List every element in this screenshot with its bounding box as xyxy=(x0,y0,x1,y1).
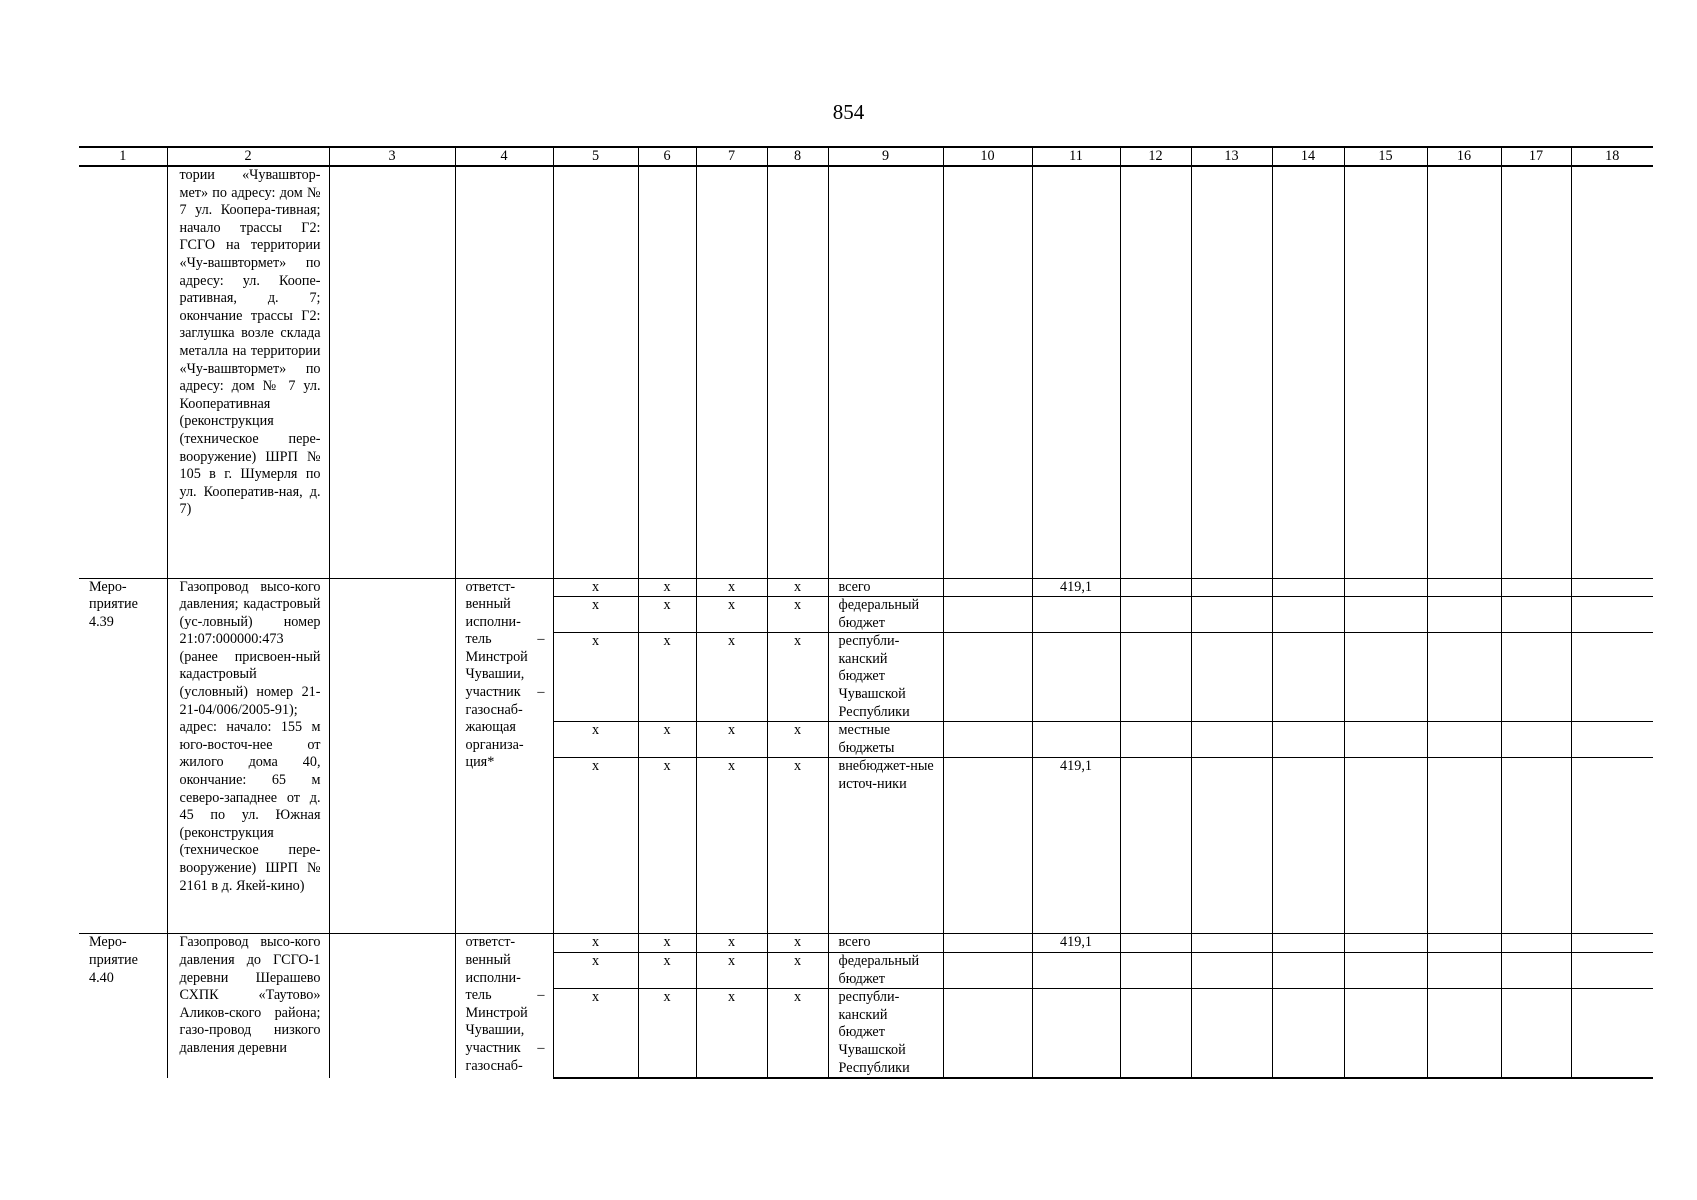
cont-col13 xyxy=(1191,166,1272,578)
cell-col5: х xyxy=(553,578,638,597)
column-number-7: 7 xyxy=(696,147,767,166)
cell-col12 xyxy=(1120,722,1191,758)
cell-col6: х xyxy=(638,934,696,953)
cell-col14 xyxy=(1272,758,1344,934)
cell-col13 xyxy=(1191,989,1272,1078)
cell-col10 xyxy=(943,597,1032,633)
cell-col17 xyxy=(1501,953,1571,989)
cell-col16 xyxy=(1427,633,1501,722)
continuation-description: тории «Чувашвтор-мет» по адресу: дом № 7 ул. Коопера-тивная; начало трассы Г2: ГСГО на территории «Чу-вашвтормет» по адресу: ул. Коопе-ративная, д. 7; окончание трассы Г2: заглушка возле склада металла на территории «Чу-вашвтормет» по адресу: дом № 7 ул. Кооперативная (реконструкция (техническое пере-вооружение) ШРП № 105 в г. Шумерля по ул. Кооператив-ная, д. 7) xyxy=(167,166,329,578)
cont-col17 xyxy=(1501,166,1571,578)
cell-col13 xyxy=(1191,934,1272,953)
column-number-8: 8 xyxy=(767,147,828,166)
cell-col17 xyxy=(1501,934,1571,953)
measure-description: Газопровод высо-кого давления; кадастровый (ус-ловный) номер 21:07:000000:473 (ранее присвоен-ный кадастровый (условный) номер 21-21-04/006/2005-91); адрес: начало: 155 м юго-восточ-нее от жилого дома 40, окончание: 65 м северо-западнее от д. 45 по ул. Южная (реконструкция (техническое пере-вооружение) ШРП № 2161 в д. Якей-кино) xyxy=(167,578,329,934)
cell-col16 xyxy=(1427,989,1501,1078)
cell-col17 xyxy=(1501,722,1571,758)
cell-col6: х xyxy=(638,989,696,1078)
column-number-13: 13 xyxy=(1191,147,1272,166)
cell-col16 xyxy=(1427,758,1501,934)
cont-col7 xyxy=(696,166,767,578)
funding-source: федеральный бюджет xyxy=(828,953,943,989)
cell-col5: х xyxy=(553,989,638,1078)
cell-col17 xyxy=(1501,989,1571,1078)
cell-col15 xyxy=(1344,633,1427,722)
cont-col14 xyxy=(1272,166,1344,578)
cell-col6: х xyxy=(638,758,696,934)
cell-col8: х xyxy=(767,633,828,722)
column-number-10: 10 xyxy=(943,147,1032,166)
cell-col15 xyxy=(1344,758,1427,934)
cell-col11-amount xyxy=(1032,989,1120,1078)
cont-col11 xyxy=(1032,166,1120,578)
cont-col16 xyxy=(1427,166,1501,578)
cell-col15 xyxy=(1344,953,1427,989)
cell-col7: х xyxy=(696,633,767,722)
cell-col11-amount xyxy=(1032,633,1120,722)
cell-col12 xyxy=(1120,953,1191,989)
cell-col14 xyxy=(1272,934,1344,953)
cell-col11-amount: 419,1 xyxy=(1032,934,1120,953)
cell-col5: х xyxy=(553,953,638,989)
column-number-5: 5 xyxy=(553,147,638,166)
measure-description: Газопровод высо-кого давления до ГСГО-1 деревни Шерашево СХПК «Таутово» Аликов-ского района; газо-провод низкого давления деревни xyxy=(167,934,329,1078)
cell-col6: х xyxy=(638,722,696,758)
measure-col3 xyxy=(329,934,455,1078)
cell-col13 xyxy=(1191,578,1272,597)
cell-col15 xyxy=(1344,597,1427,633)
cell-col7: х xyxy=(696,722,767,758)
cell-col11-amount: 419,1 xyxy=(1032,578,1120,597)
cell-col14 xyxy=(1272,989,1344,1078)
cell-col18 xyxy=(1571,633,1653,722)
cell-col18 xyxy=(1571,989,1653,1078)
cont-col8 xyxy=(767,166,828,578)
funding-source: местные бюджеты xyxy=(828,722,943,758)
cell-col16 xyxy=(1427,578,1501,597)
cell-col10 xyxy=(943,934,1032,953)
funding-source: внебюджет-ные источ-ники xyxy=(828,758,943,934)
cell-col10 xyxy=(943,578,1032,597)
cell-col15 xyxy=(1344,722,1427,758)
measure-label: Меро-приятие 4.39 xyxy=(79,578,167,934)
column-number-4: 4 xyxy=(455,147,553,166)
cell-col10 xyxy=(943,758,1032,934)
cell-col7: х xyxy=(696,953,767,989)
cell-col13 xyxy=(1191,633,1272,722)
measure-executor: ответст-венный исполни-тель – Минстрой Чувашии, участник – газоснаб-жающая организа-ция* xyxy=(455,578,553,934)
cell-col17 xyxy=(1501,597,1571,633)
cont-col15 xyxy=(1344,166,1427,578)
cell-col14 xyxy=(1272,633,1344,722)
cell-col18 xyxy=(1571,597,1653,633)
cell-col7: х xyxy=(696,989,767,1078)
cell-col8: х xyxy=(767,953,828,989)
cont-col18 xyxy=(1571,166,1653,578)
column-number-18: 18 xyxy=(1571,147,1653,166)
cell-col8: х xyxy=(767,758,828,934)
cell-col14 xyxy=(1272,722,1344,758)
cell-col11-amount: 419,1 xyxy=(1032,758,1120,934)
cont-col1 xyxy=(79,166,167,578)
cont-col3 xyxy=(329,166,455,578)
cell-col5: х xyxy=(553,633,638,722)
cell-col12 xyxy=(1120,633,1191,722)
cont-col9 xyxy=(828,166,943,578)
cell-col10 xyxy=(943,633,1032,722)
cont-col4 xyxy=(455,166,553,578)
cont-col5 xyxy=(553,166,638,578)
column-number-2: 2 xyxy=(167,147,329,166)
column-number-15: 15 xyxy=(1344,147,1427,166)
cell-col11-amount xyxy=(1032,953,1120,989)
cont-col6 xyxy=(638,166,696,578)
cell-col8: х xyxy=(767,934,828,953)
cell-col11-amount xyxy=(1032,722,1120,758)
measure-row xyxy=(79,934,1653,953)
cell-col5: х xyxy=(553,758,638,934)
program-table xyxy=(79,146,1653,1079)
cell-col13 xyxy=(1191,758,1272,934)
measure-label: Меро-приятие 4.40 xyxy=(79,934,167,1078)
cell-col6: х xyxy=(638,578,696,597)
cont-col10 xyxy=(943,166,1032,578)
cell-col12 xyxy=(1120,934,1191,953)
cell-col14 xyxy=(1272,578,1344,597)
measure-row xyxy=(79,578,1653,597)
cont-col12 xyxy=(1120,166,1191,578)
cell-col7: х xyxy=(696,597,767,633)
cell-col12 xyxy=(1120,578,1191,597)
cell-col16 xyxy=(1427,597,1501,633)
cell-col15 xyxy=(1344,989,1427,1078)
cell-col6: х xyxy=(638,597,696,633)
column-number-11: 11 xyxy=(1032,147,1120,166)
column-number-17: 17 xyxy=(1501,147,1571,166)
cell-col18 xyxy=(1571,722,1653,758)
cell-col5: х xyxy=(553,597,638,633)
funding-source: всего xyxy=(828,934,943,953)
cell-col18 xyxy=(1571,953,1653,989)
cell-col13 xyxy=(1191,953,1272,989)
column-number-6: 6 xyxy=(638,147,696,166)
column-number-3: 3 xyxy=(329,147,455,166)
cell-col5: х xyxy=(553,722,638,758)
cell-col13 xyxy=(1191,597,1272,633)
cell-col14 xyxy=(1272,953,1344,989)
funding-source: республи-канский бюджет Чувашской Республики xyxy=(828,989,943,1078)
cell-col8: х xyxy=(767,989,828,1078)
cell-col8: х xyxy=(767,578,828,597)
funding-source: всего xyxy=(828,578,943,597)
cell-col8: х xyxy=(767,722,828,758)
cell-col16 xyxy=(1427,934,1501,953)
continuation-row xyxy=(79,166,1653,578)
cell-col17 xyxy=(1501,758,1571,934)
column-number-12: 12 xyxy=(1120,147,1191,166)
cell-col7: х xyxy=(696,578,767,597)
cell-col8: х xyxy=(767,597,828,633)
cell-col15 xyxy=(1344,578,1427,597)
cell-col15 xyxy=(1344,934,1427,953)
column-number-9: 9 xyxy=(828,147,943,166)
cell-col12 xyxy=(1120,597,1191,633)
cell-col17 xyxy=(1501,633,1571,722)
cell-col17 xyxy=(1501,578,1571,597)
cell-col16 xyxy=(1427,722,1501,758)
cell-col6: х xyxy=(638,633,696,722)
cell-col6: х xyxy=(638,953,696,989)
cell-col5: х xyxy=(553,934,638,953)
column-number-14: 14 xyxy=(1272,147,1344,166)
cell-col18 xyxy=(1571,934,1653,953)
cell-col14 xyxy=(1272,597,1344,633)
funding-source: федеральный бюджет xyxy=(828,597,943,633)
column-number-1: 1 xyxy=(79,147,167,166)
cell-col12 xyxy=(1120,989,1191,1078)
cell-col12 xyxy=(1120,758,1191,934)
cell-col18 xyxy=(1571,578,1653,597)
cell-col7: х xyxy=(696,934,767,953)
cell-col10 xyxy=(943,722,1032,758)
cell-col18 xyxy=(1571,758,1653,934)
page-number: 854 xyxy=(832,100,865,124)
cell-col10 xyxy=(943,989,1032,1078)
column-number-row xyxy=(79,147,1653,166)
cell-col7: х xyxy=(696,758,767,934)
measure-executor: ответст-венный исполни-тель – Минстрой Чувашии, участник – газоснаб- xyxy=(455,934,553,1078)
cell-col11-amount xyxy=(1032,597,1120,633)
measure-col3 xyxy=(329,578,455,934)
cell-col16 xyxy=(1427,953,1501,989)
column-number-16: 16 xyxy=(1427,147,1501,166)
cell-col13 xyxy=(1191,722,1272,758)
funding-source: республи-канский бюджет Чувашской Республики xyxy=(828,633,943,722)
cell-col10 xyxy=(943,953,1032,989)
